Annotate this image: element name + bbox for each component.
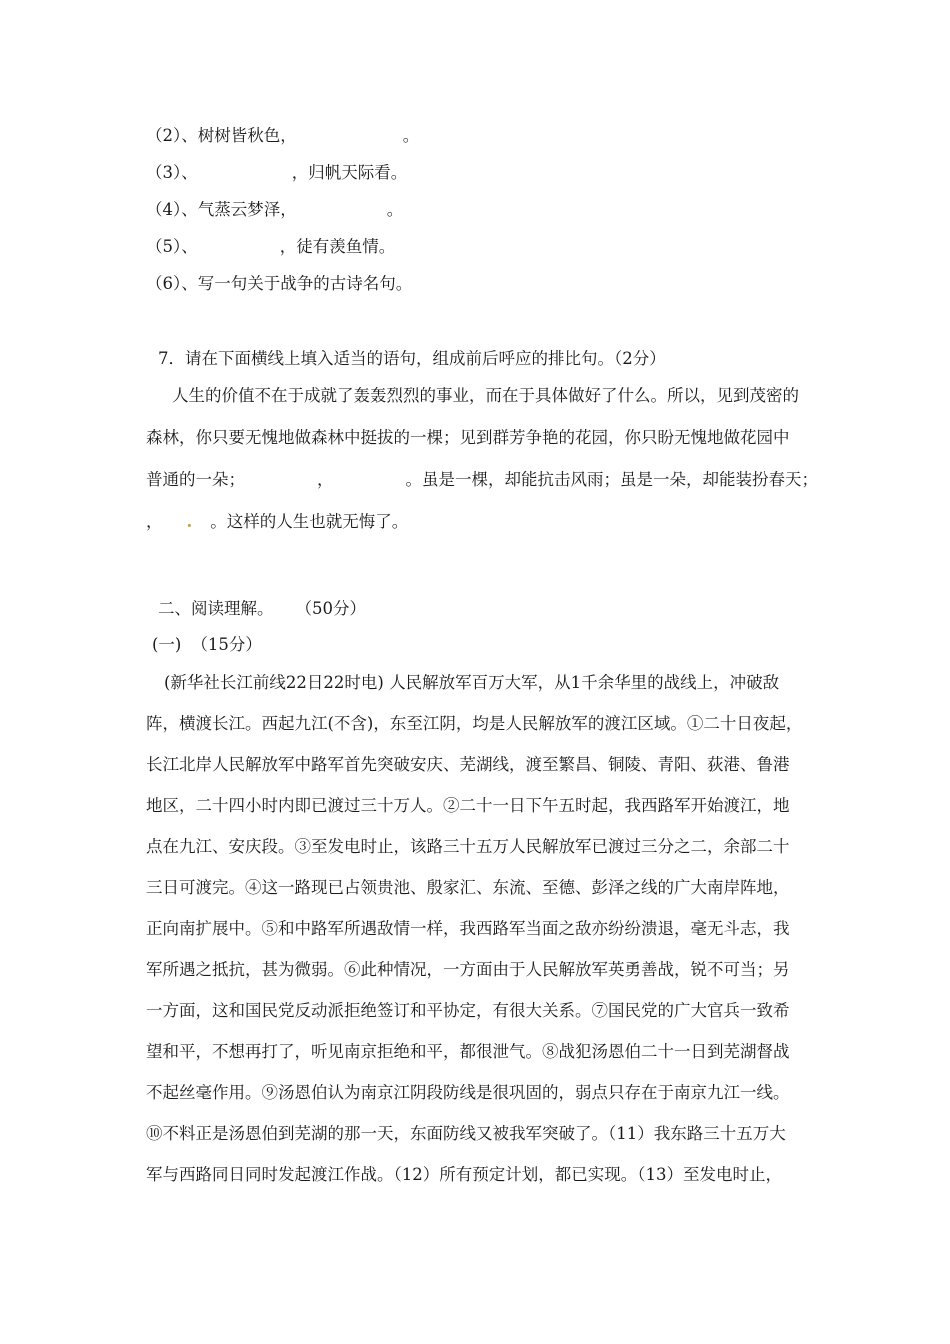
passage-line-4: 地区，二十四小时内即已渡过三十万人。②二十一日下午五时起，我西路军开始渡江，地 (146, 796, 790, 815)
q6-item-6: （6）、写一句关于战争的古诗名句。 (146, 274, 413, 293)
q6-item-5: （5）、 ，徒有羡鱼情。 (146, 237, 396, 256)
passage-line-11: 不起丝毫作用。⑨汤恩伯认为南京江阴段防线是很巩固的，弱点只存在于南京九江一线。 (146, 1083, 790, 1102)
passage-line-8: 军所遇之抵抗，甚为微弱。⑥此种情况，一方面由于人民解放军英勇善战，锐不可当；另 (146, 960, 790, 979)
passage-line-3: 长江北岸人民解放军中路军首先突破安庆、芜湖线，渡至繁昌、铜陵、青阳、荻港、鲁港 (146, 755, 790, 774)
passage-line-2: 阵，横渡长江。西起九江(不含)，东至江阴，均是人民解放军的渡江区域。①二十日夜起， (146, 714, 803, 733)
passage-line-7: 正向南扩展中。⑤和中路军所遇敌情一样，我西路军当面之敌亦纷纷溃退，毫无斗志，我 (146, 919, 790, 938)
q7-title: 7．请在下面横线上填入适当的语句，组成前后呼应的排比句。（2分） (158, 349, 666, 368)
q7-line-2: 森林，你只要无愧地做森林中挺拔的一棵；见到群芳争艳的花园，你只盼无愧地做花园中 (146, 428, 790, 447)
passage-line-5: 点在九江、安庆段。③至发电时止，该路三十五万人民解放军已渡过三分之二，余部二十 (146, 837, 790, 856)
section2-sub1-heading: (一) （15分） (152, 635, 262, 654)
q6-item-4: （4）、气蒸云梦泽， 。 (146, 200, 404, 219)
q7-line-3: 普通的一朵； ， 。虽是一棵，却能抗击风雨；虽是一朵，却能装扮春天； (146, 470, 818, 489)
q6-item-2: （2）、树树皆秋色， 。 (146, 126, 420, 145)
passage-line-6: 三日可渡完。④这一路现已占领贵池、殷家汇、东流、至德、彭泽之线的广大南岸阵地， (146, 878, 790, 897)
passage-line-1: (新华社长江前线22日22时电) 人民解放军百万大军，从1千余华里的战线上，冲破敌 (164, 673, 780, 692)
q7-line-1: 人生的价值不在于成就了轰轰烈烈的事业，而在于具体做好了什么。所以，见到茂密的 (172, 386, 799, 405)
passage-line-13: 军与西路同日同时发起渡江作战。（12）所有预定计划，都已实现。（13）至发电时止， (146, 1165, 782, 1184)
section2-heading: 二、阅读理解。 （50分） (158, 599, 366, 618)
passage-line-9: 一方面，这和国民党反动派拒绝签订和平协定，有很大关系。⑦国民党的广大官兵一致希 (146, 1001, 790, 1020)
q6-item-3: （3）、 ，归帆天际看。 (146, 163, 408, 182)
passage-line-12: ⑩不料正是汤恩伯到芜湖的那一天，东面防线又被我军突破了。（11）我东路三十五万大 (146, 1124, 786, 1143)
passage-line-10: 望和平，不想再打了，听见南京拒绝和平，都很泄气。⑧战犯汤恩伯二十一日到芜湖督战 (146, 1042, 790, 1061)
q7-line-4: ， . 。这样的人生也就无悔了。 (146, 512, 409, 531)
